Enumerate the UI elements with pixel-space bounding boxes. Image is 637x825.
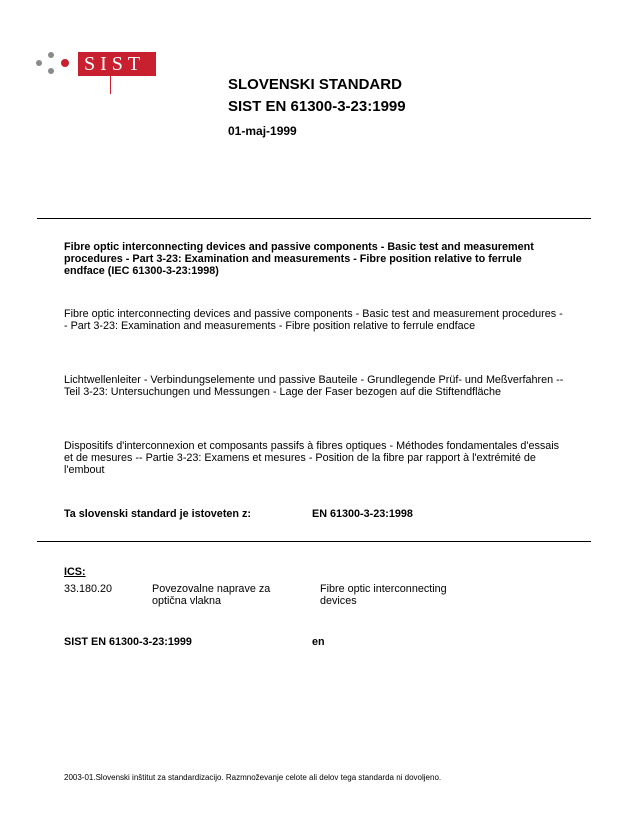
logo-dot [48, 52, 54, 58]
bottom-divider [37, 541, 591, 542]
doc-number: SIST EN 61300-3-23:1999 [64, 636, 192, 648]
ics-heading: ICS: [64, 566, 86, 578]
ics-slovene: Povezovalne naprave za optična vlakna [152, 583, 271, 607]
logo-dot [61, 59, 69, 67]
standard-heading: SLOVENSKI STANDARD [228, 76, 402, 93]
identical-label: Ta slovenski standard je istoveten z: [64, 508, 252, 520]
logo-text: SIST [78, 52, 156, 76]
french-title: Dispositifs d'interconnexion et composants passifs à fibres optiques - Méthodes fondamentales d'essais et de mesures -- Partie 3-23: Examens et mesures - Position de la fibre par rapport à l'extrémité de l'embout [64, 440, 560, 476]
logo-dot [48, 68, 54, 74]
standard-number: SIST EN 61300-3-23:1999 [228, 98, 406, 115]
german-title: Lichtwellenleiter - Verbindungselemente und passive Bauteile - Grundlegende Prüf- und Meßverfahren -- Teil 3-23: Untersuchungen und Messungen - Lage der Faser bezogen auf die Stiftendfläche [64, 374, 564, 398]
copyright-footer: 2003-01.Slovenski inštitut za standardizacijo. Razmnoževanje celote ali delov tega standarda ni dovoljeno. [64, 773, 442, 782]
logo-divider [110, 76, 111, 94]
ics-english: Fibre optic interconnecting devices [320, 583, 447, 607]
sist-logo [36, 46, 166, 94]
top-divider [37, 218, 591, 219]
ics-code: 33.180.20 [64, 583, 113, 595]
identical-value: EN 61300-3-23:1998 [312, 508, 413, 520]
bold-title: Fibre optic interconnecting devices and passive components - Basic test and measurement procedures - Part 3-23: Examination and measurements - Fibre position relative to ferrule endface (IEC 61300-3-23:1998) [64, 241, 534, 277]
logo-dot [36, 60, 42, 66]
standard-date: 01-maj-1999 [228, 124, 297, 138]
english-title: Fibre optic interconnecting devices and passive components - Basic test and measurement procedures -- Part 3-23: Examination and measurements - Fibre position relative to ferrule endface [64, 308, 563, 332]
doc-language: en [312, 636, 325, 648]
